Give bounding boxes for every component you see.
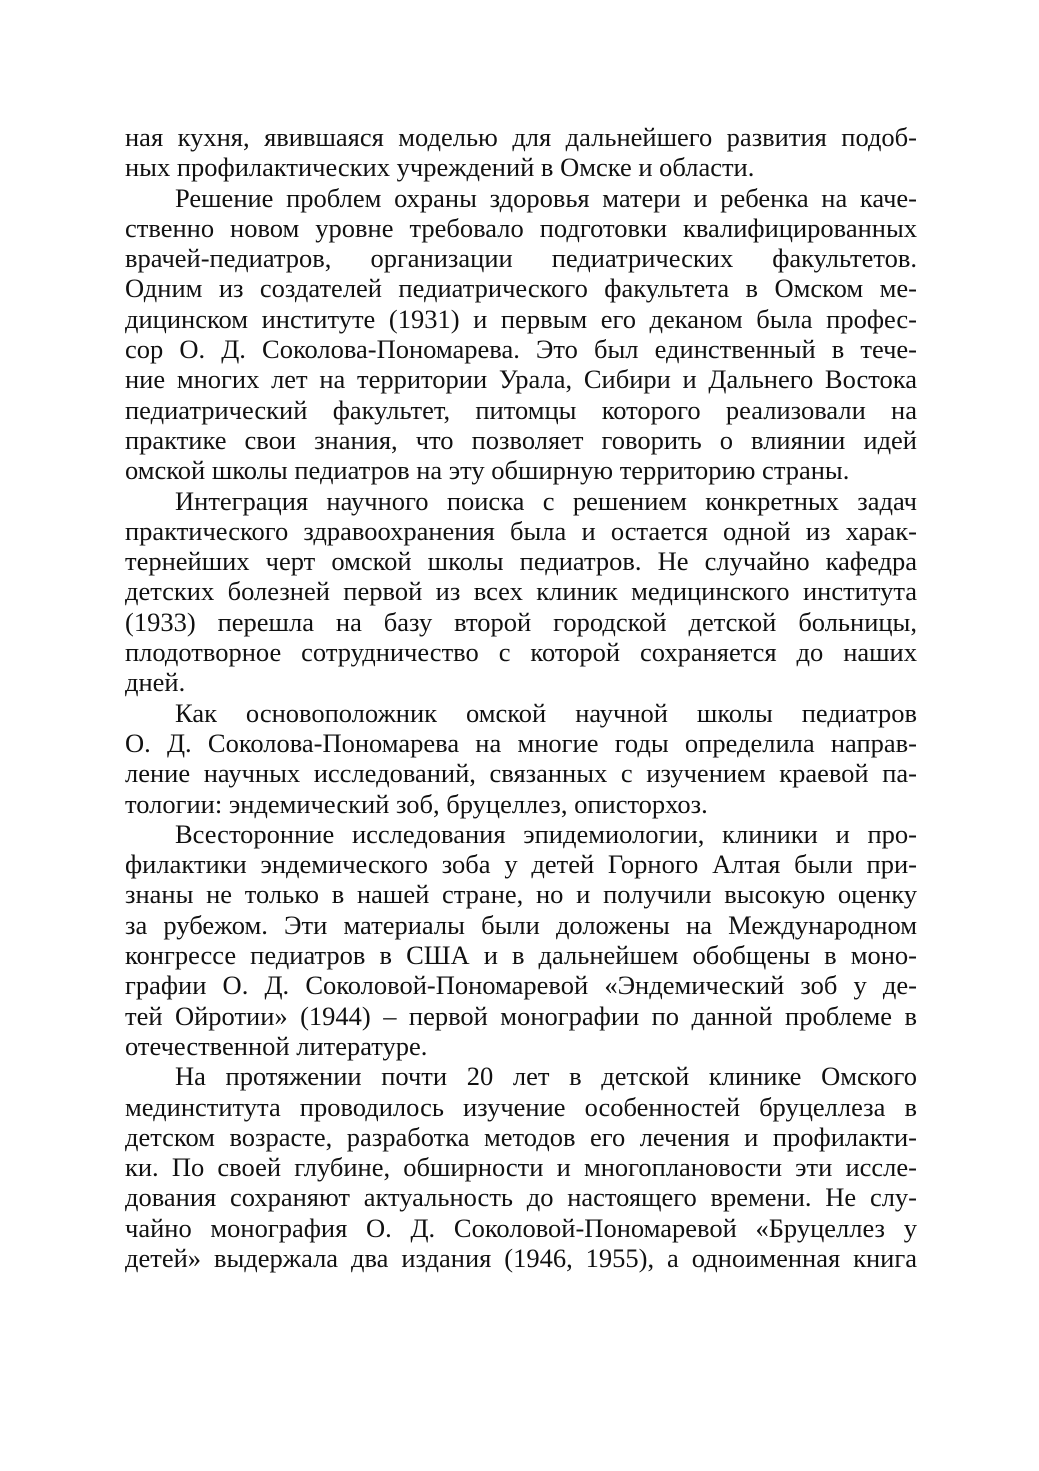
text-line: тологии: эндемический зоб, бруцеллез, описторхоз. [125,788,708,819]
text-line: практике свои знания, что позволяет говорить о влиянии идей [125,424,917,455]
text-line: детском возрасте, разработка методов его лечения и профилакти- [125,1121,917,1152]
text-line: ных профилактических учреждений в Омске и области. [125,152,755,183]
text-line: омской школы педиатров на эту обширную территорию страны. [125,455,850,486]
text-line: детских болезней первой из всех клиник медицинского института [125,576,917,607]
text-line: знаны не только в нашей стране, но и получили высокую оценку [125,879,917,910]
text-line: ние многих лет на территории Урала, Сибири и Дальнего Востока [125,364,917,395]
text-line: детей» выдержала два издания (1946, 1955), а одноименная книга [125,1242,917,1273]
paragraph [125,698,917,819]
text-line: конгрессе педиатров в США и в дальнейшем обобщены в моно- [125,940,917,971]
text-line: практического здравоохранения была и остается одной из харак- [125,515,917,546]
text-line: Всесторонние исследования эпидемиологии, клиники и про- [175,818,917,849]
text-line: чайно монография О. Д. Соколовой-Пономаревой «Бруцеллез у [125,1212,917,1243]
paragraph [125,1061,917,1273]
text-line: Как основоположник омской научной школы педиатров [175,697,917,728]
text-line: На протяжении почти 20 лет в детской клинике Омского [175,1061,917,1092]
paragraph [125,819,917,1061]
paragraph [125,122,917,183]
text-line: ление научных исследований, связанных с изучением краевой па- [125,758,917,789]
text-line: Интеграция научного поиска с решением конкретных задач [175,485,917,516]
text-line: врачей-педиатров, организации педиатрических факультетов. [125,243,917,274]
text-line: Решение проблем охраны здоровья матери и ребенка на каче- [175,182,917,213]
text-line: тернейших черт омской школы педиатров. Не случайно кафедра [125,546,917,577]
text-line: графии О. Д. Соколовой-Пономаревой «Эндемический зоб у де- [125,970,917,1001]
paragraph [125,183,917,486]
text-line: ственно новом уровне требовало подготовки квалифицированных [125,212,917,243]
text-line: О. Д. Соколова-Пономарева на многие годы определила направ- [125,727,917,758]
text-line: филактики эндемического зоба у детей Горного Алтая были при- [125,849,917,880]
paragraph [125,486,917,698]
text-line: ки. По своей глубине, обширности и многоплановости эти иссле- [125,1152,917,1183]
text-line: дней. [125,667,186,698]
text-line: мединститута проводилось изучение особенностей бруцеллеза в [125,1091,917,1122]
text-line: педиатрический факультет, питомцы которого реализовали на [125,394,917,425]
text-line: дования сохраняют актуальность до настоящего времени. Не слу- [125,1182,917,1213]
text-line: за рубежом. Эти материалы были доложены на Международном [125,909,917,940]
text-line: дицинском институте (1931) и первым его деканом была профес- [125,303,917,334]
text-line: сор О. Д. Соколова-Пономарева. Это был единственный в тече- [125,334,917,365]
document-page [125,122,917,1273]
text-line: (1933) перешла на базу второй городской детской больницы, [125,606,917,637]
text-line: Одним из создателей педиатрического факультета в Омском ме- [125,273,917,304]
text-line: отечественной литературе. [125,1030,428,1061]
text-line: плодотворное сотрудничество с которой сохраняется до наших [125,637,917,668]
text-line: ная кухня, явившаяся моделью для дальнейшего развития подоб- [125,122,917,152]
text-line: тей Ойротии» (1944) – первой монографии по данной проблеме в [125,1000,917,1031]
